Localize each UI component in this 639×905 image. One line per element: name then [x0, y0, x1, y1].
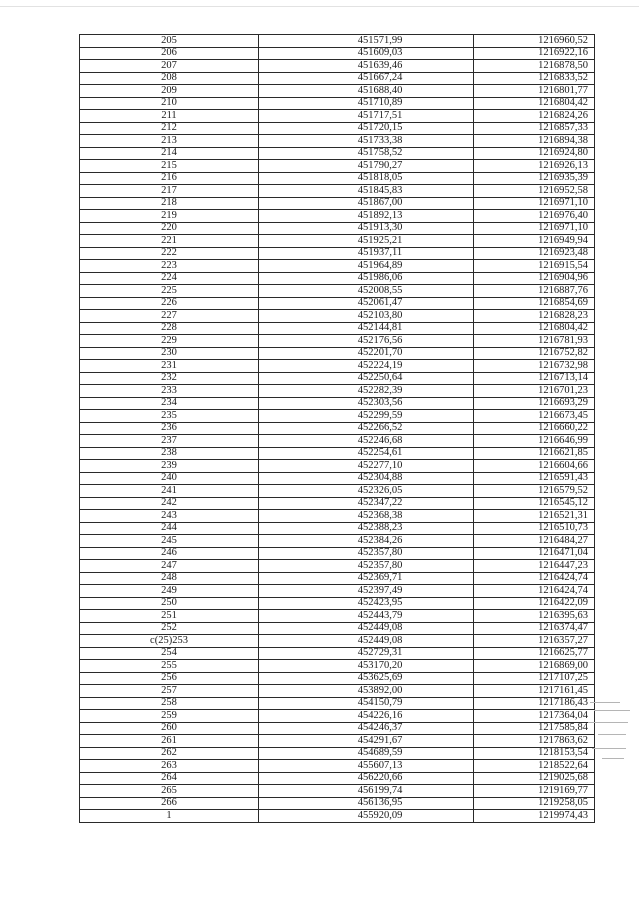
point-number-cell: 262	[80, 747, 259, 760]
table-row	[80, 647, 595, 660]
table-row	[80, 485, 595, 498]
y-coordinate-cell: 1216976,40	[474, 210, 595, 223]
point-number-cell: 247	[80, 560, 259, 573]
y-coordinate-cell: 1216960,52	[474, 35, 595, 48]
y-coordinate-cell: 1216949,94	[474, 235, 595, 248]
x-coordinate-cell: 455920,09	[259, 810, 474, 823]
x-coordinate-cell: 452397,49	[259, 585, 474, 598]
table-row	[80, 660, 595, 673]
x-coordinate-cell: 451639,46	[259, 60, 474, 73]
x-coordinate-cell: 451790,27	[259, 160, 474, 173]
point-number-cell: 230	[80, 347, 259, 360]
y-coordinate-cell: 1216828,23	[474, 310, 595, 323]
point-number-cell: 206	[80, 47, 259, 60]
point-number-cell: 226	[80, 297, 259, 310]
table-row	[80, 97, 595, 110]
point-number-cell: 205	[80, 35, 259, 48]
x-coordinate-cell: 454689,59	[259, 747, 474, 760]
point-number-cell: 214	[80, 147, 259, 160]
point-number-cell: 210	[80, 97, 259, 110]
table-row	[80, 572, 595, 585]
point-number-cell: 238	[80, 447, 259, 460]
y-coordinate-cell: 1217161,45	[474, 685, 595, 698]
x-coordinate-cell: 453625,69	[259, 672, 474, 685]
x-coordinate-cell: 451758,52	[259, 147, 474, 160]
point-number-cell: 248	[80, 572, 259, 585]
y-coordinate-cell: 1216447,23	[474, 560, 595, 573]
y-coordinate-cell: 1216878,50	[474, 60, 595, 73]
x-coordinate-cell: 452246,68	[259, 435, 474, 448]
x-coordinate-cell: 452103,80	[259, 310, 474, 323]
y-coordinate-cell: 1216660,22	[474, 422, 595, 435]
table-row	[80, 272, 595, 285]
x-coordinate-cell: 452250,64	[259, 372, 474, 385]
x-coordinate-cell: 452303,56	[259, 397, 474, 410]
x-coordinate-cell: 454246,37	[259, 722, 474, 735]
point-number-cell: 246	[80, 547, 259, 560]
table-row	[80, 322, 595, 335]
point-number-cell: 249	[80, 585, 259, 598]
x-coordinate-cell: 452176,56	[259, 335, 474, 348]
table-row	[80, 60, 595, 73]
x-coordinate-cell: 452449,08	[259, 635, 474, 648]
table-row	[80, 447, 595, 460]
point-number-cell: 236	[80, 422, 259, 435]
x-coordinate-cell: 452201,70	[259, 347, 474, 360]
table-row	[80, 635, 595, 648]
x-coordinate-cell: 452729,31	[259, 647, 474, 660]
point-number-cell: 231	[80, 360, 259, 373]
y-coordinate-cell: 1216926,13	[474, 160, 595, 173]
y-coordinate-cell: 1216804,42	[474, 97, 595, 110]
y-coordinate-cell: 1216471,04	[474, 547, 595, 560]
y-coordinate-cell: 1216591,43	[474, 472, 595, 485]
table-row	[80, 85, 595, 98]
y-coordinate-cell: 1216625,77	[474, 647, 595, 660]
x-coordinate-cell: 452008,55	[259, 285, 474, 298]
point-number-cell: 211	[80, 110, 259, 123]
y-coordinate-cell: 1216869,00	[474, 660, 595, 673]
table-row	[80, 235, 595, 248]
point-number-cell: с(25)253	[80, 635, 259, 648]
table-row	[80, 135, 595, 148]
point-number-cell: 265	[80, 785, 259, 798]
y-coordinate-cell: 1216915,54	[474, 260, 595, 273]
table-row	[80, 397, 595, 410]
x-coordinate-cell: 452368,38	[259, 510, 474, 523]
point-number-cell: 243	[80, 510, 259, 523]
y-coordinate-cell: 1216935,39	[474, 172, 595, 185]
point-number-cell: 237	[80, 435, 259, 448]
table-row	[80, 197, 595, 210]
x-coordinate-cell: 452369,71	[259, 572, 474, 585]
x-coordinate-cell: 451720,15	[259, 122, 474, 135]
table-row	[80, 797, 595, 810]
y-coordinate-cell: 1216952,58	[474, 185, 595, 198]
x-coordinate-cell: 455607,13	[259, 760, 474, 773]
point-number-cell: 222	[80, 247, 259, 260]
table-row	[80, 172, 595, 185]
x-coordinate-cell: 454291,67	[259, 735, 474, 748]
point-number-cell: 221	[80, 235, 259, 248]
table-row	[80, 810, 595, 823]
x-coordinate-cell: 454150,79	[259, 697, 474, 710]
x-coordinate-cell: 456136,95	[259, 797, 474, 810]
point-number-cell: 220	[80, 222, 259, 235]
x-coordinate-cell: 451733,38	[259, 135, 474, 148]
point-number-cell: 251	[80, 610, 259, 623]
table-row	[80, 35, 595, 48]
table-row	[80, 185, 595, 198]
y-coordinate-cell: 1216424,74	[474, 572, 595, 585]
x-coordinate-cell: 451964,89	[259, 260, 474, 273]
point-number-cell: 207	[80, 60, 259, 73]
point-number-cell: 260	[80, 722, 259, 735]
y-coordinate-cell: 1216579,52	[474, 485, 595, 498]
point-number-cell: 213	[80, 135, 259, 148]
y-coordinate-cell: 1217364,04	[474, 710, 595, 723]
table-row	[80, 297, 595, 310]
y-coordinate-cell: 1217186,43	[474, 697, 595, 710]
point-number-cell: 245	[80, 535, 259, 548]
x-coordinate-cell: 454226,16	[259, 710, 474, 723]
point-number-cell: 218	[80, 197, 259, 210]
table-row	[80, 372, 595, 385]
y-coordinate-cell: 1217863,62	[474, 735, 595, 748]
point-number-cell: 263	[80, 760, 259, 773]
x-coordinate-cell: 452061,47	[259, 297, 474, 310]
x-coordinate-cell: 451688,40	[259, 85, 474, 98]
table-row	[80, 147, 595, 160]
point-number-cell: 264	[80, 772, 259, 785]
x-coordinate-cell: 451710,89	[259, 97, 474, 110]
point-number-cell: 255	[80, 660, 259, 673]
point-number-cell: 266	[80, 797, 259, 810]
point-number-cell: 257	[80, 685, 259, 698]
x-coordinate-cell: 451717,51	[259, 110, 474, 123]
y-coordinate-cell: 1216646,99	[474, 435, 595, 448]
table-row	[80, 72, 595, 85]
point-number-cell: 209	[80, 85, 259, 98]
table-row	[80, 710, 595, 723]
table-row	[80, 672, 595, 685]
y-coordinate-cell: 1216904,96	[474, 272, 595, 285]
y-coordinate-cell: 1216604,66	[474, 460, 595, 473]
point-number-cell: 232	[80, 372, 259, 385]
x-coordinate-cell: 451986,06	[259, 272, 474, 285]
y-coordinate-cell: 1216971,10	[474, 222, 595, 235]
table-row	[80, 697, 595, 710]
x-coordinate-cell: 451937,11	[259, 247, 474, 260]
table-row	[80, 335, 595, 348]
x-coordinate-cell: 452423,95	[259, 597, 474, 610]
x-coordinate-cell: 452254,61	[259, 447, 474, 460]
point-number-cell: 234	[80, 397, 259, 410]
y-coordinate-cell: 1216713,14	[474, 372, 595, 385]
x-coordinate-cell: 452299,59	[259, 410, 474, 423]
table-row	[80, 522, 595, 535]
x-coordinate-cell: 452443,79	[259, 610, 474, 623]
x-coordinate-cell: 456199,74	[259, 785, 474, 798]
table-row	[80, 497, 595, 510]
point-number-cell: 242	[80, 497, 259, 510]
table-row	[80, 760, 595, 773]
table-row	[80, 585, 595, 598]
y-coordinate-cell: 1216854,69	[474, 297, 595, 310]
x-coordinate-cell: 451925,21	[259, 235, 474, 248]
point-number-cell: 235	[80, 410, 259, 423]
table-row	[80, 247, 595, 260]
point-number-cell: 259	[80, 710, 259, 723]
x-coordinate-cell: 452144,81	[259, 322, 474, 335]
x-coordinate-cell: 452326,05	[259, 485, 474, 498]
x-coordinate-cell: 456220,66	[259, 772, 474, 785]
point-number-cell: 240	[80, 472, 259, 485]
table-row	[80, 685, 595, 698]
x-coordinate-cell: 453170,20	[259, 660, 474, 673]
x-coordinate-cell: 452449,08	[259, 622, 474, 635]
y-coordinate-cell: 1216424,74	[474, 585, 595, 598]
table-row	[80, 385, 595, 398]
point-number-cell: 256	[80, 672, 259, 685]
x-coordinate-cell: 452266,52	[259, 422, 474, 435]
table-row	[80, 735, 595, 748]
point-number-cell: 1	[80, 810, 259, 823]
y-coordinate-cell: 1219025,68	[474, 772, 595, 785]
y-coordinate-cell: 1216621,85	[474, 447, 595, 460]
y-coordinate-cell: 1216887,76	[474, 285, 595, 298]
x-coordinate-cell: 452224,19	[259, 360, 474, 373]
y-coordinate-cell: 1219974,43	[474, 810, 595, 823]
y-coordinate-cell: 1216804,42	[474, 322, 595, 335]
point-number-cell: 241	[80, 485, 259, 498]
x-coordinate-cell: 451571,99	[259, 35, 474, 48]
x-coordinate-cell: 451892,13	[259, 210, 474, 223]
point-number-cell: 250	[80, 597, 259, 610]
table-row	[80, 722, 595, 735]
table-row	[80, 560, 595, 573]
table-row	[80, 210, 595, 223]
y-coordinate-cell: 1216395,63	[474, 610, 595, 623]
table-row	[80, 410, 595, 423]
y-coordinate-cell: 1216923,48	[474, 247, 595, 260]
table-row	[80, 747, 595, 760]
y-coordinate-cell: 1218153,54	[474, 747, 595, 760]
table-row	[80, 547, 595, 560]
y-coordinate-cell: 1216971,10	[474, 197, 595, 210]
y-coordinate-cell: 1216833,52	[474, 72, 595, 85]
y-coordinate-cell: 1216701,23	[474, 385, 595, 398]
y-coordinate-cell: 1216894,38	[474, 135, 595, 148]
y-coordinate-cell: 1216824,26	[474, 110, 595, 123]
y-coordinate-cell: 1216374,47	[474, 622, 595, 635]
x-coordinate-cell: 452384,26	[259, 535, 474, 548]
y-coordinate-cell: 1216752,82	[474, 347, 595, 360]
y-coordinate-cell: 1217107,25	[474, 672, 595, 685]
y-coordinate-cell: 1219169,77	[474, 785, 595, 798]
y-coordinate-cell: 1216781,93	[474, 335, 595, 348]
point-number-cell: 254	[80, 647, 259, 660]
y-coordinate-cell: 1216521,31	[474, 510, 595, 523]
y-coordinate-cell: 1216922,16	[474, 47, 595, 60]
table-row	[80, 510, 595, 523]
y-coordinate-cell: 1219258,05	[474, 797, 595, 810]
point-number-cell: 239	[80, 460, 259, 473]
coordinates-table-body	[80, 35, 595, 823]
y-coordinate-cell: 1216422,09	[474, 597, 595, 610]
y-coordinate-cell: 1216357,27	[474, 635, 595, 648]
x-coordinate-cell: 452388,23	[259, 522, 474, 535]
y-coordinate-cell: 1216693,29	[474, 397, 595, 410]
point-number-cell: 261	[80, 735, 259, 748]
point-number-cell: 244	[80, 522, 259, 535]
point-number-cell: 225	[80, 285, 259, 298]
table-row	[80, 472, 595, 485]
x-coordinate-cell: 451818,05	[259, 172, 474, 185]
point-number-cell: 252	[80, 622, 259, 635]
table-row	[80, 772, 595, 785]
table-row	[80, 110, 595, 123]
x-coordinate-cell: 452347,22	[259, 497, 474, 510]
point-number-cell: 212	[80, 122, 259, 135]
point-number-cell: 219	[80, 210, 259, 223]
table-row	[80, 160, 595, 173]
point-number-cell: 233	[80, 385, 259, 398]
y-coordinate-cell: 1216732,98	[474, 360, 595, 373]
x-coordinate-cell: 451609,03	[259, 47, 474, 60]
x-coordinate-cell: 452304,88	[259, 472, 474, 485]
y-coordinate-cell: 1216673,45	[474, 410, 595, 423]
point-number-cell: 229	[80, 335, 259, 348]
y-coordinate-cell: 1217585,84	[474, 722, 595, 735]
point-number-cell: 223	[80, 260, 259, 273]
y-coordinate-cell: 1216484,27	[474, 535, 595, 548]
coordinates-table	[79, 34, 595, 823]
top-edge-line	[0, 6, 639, 7]
x-coordinate-cell: 453892,00	[259, 685, 474, 698]
point-number-cell: 215	[80, 160, 259, 173]
y-coordinate-cell: 1216545,12	[474, 497, 595, 510]
table-row	[80, 310, 595, 323]
point-number-cell: 208	[80, 72, 259, 85]
x-coordinate-cell: 451867,00	[259, 197, 474, 210]
x-coordinate-cell: 451667,24	[259, 72, 474, 85]
table-row	[80, 260, 595, 273]
table-row	[80, 222, 595, 235]
x-coordinate-cell: 452357,80	[259, 547, 474, 560]
point-number-cell: 258	[80, 697, 259, 710]
table-row	[80, 610, 595, 623]
table-row	[80, 122, 595, 135]
x-coordinate-cell: 451913,30	[259, 222, 474, 235]
point-number-cell: 228	[80, 322, 259, 335]
table-row	[80, 460, 595, 473]
table-row	[80, 47, 595, 60]
table-row	[80, 597, 595, 610]
x-coordinate-cell: 452357,80	[259, 560, 474, 573]
x-coordinate-cell: 452277,10	[259, 460, 474, 473]
y-coordinate-cell: 1216510,73	[474, 522, 595, 535]
table-row	[80, 285, 595, 298]
y-coordinate-cell: 1216924,80	[474, 147, 595, 160]
table-row	[80, 435, 595, 448]
y-coordinate-cell: 1218522,64	[474, 760, 595, 773]
y-coordinate-cell: 1216857,33	[474, 122, 595, 135]
point-number-cell: 224	[80, 272, 259, 285]
table-row	[80, 360, 595, 373]
point-number-cell: 216	[80, 172, 259, 185]
table-row	[80, 535, 595, 548]
table-row	[80, 347, 595, 360]
x-coordinate-cell: 452282,39	[259, 385, 474, 398]
x-coordinate-cell: 451845,83	[259, 185, 474, 198]
table-row	[80, 422, 595, 435]
point-number-cell: 217	[80, 185, 259, 198]
table-row	[80, 785, 595, 798]
point-number-cell: 227	[80, 310, 259, 323]
y-coordinate-cell: 1216801,77	[474, 85, 595, 98]
table-row	[80, 622, 595, 635]
